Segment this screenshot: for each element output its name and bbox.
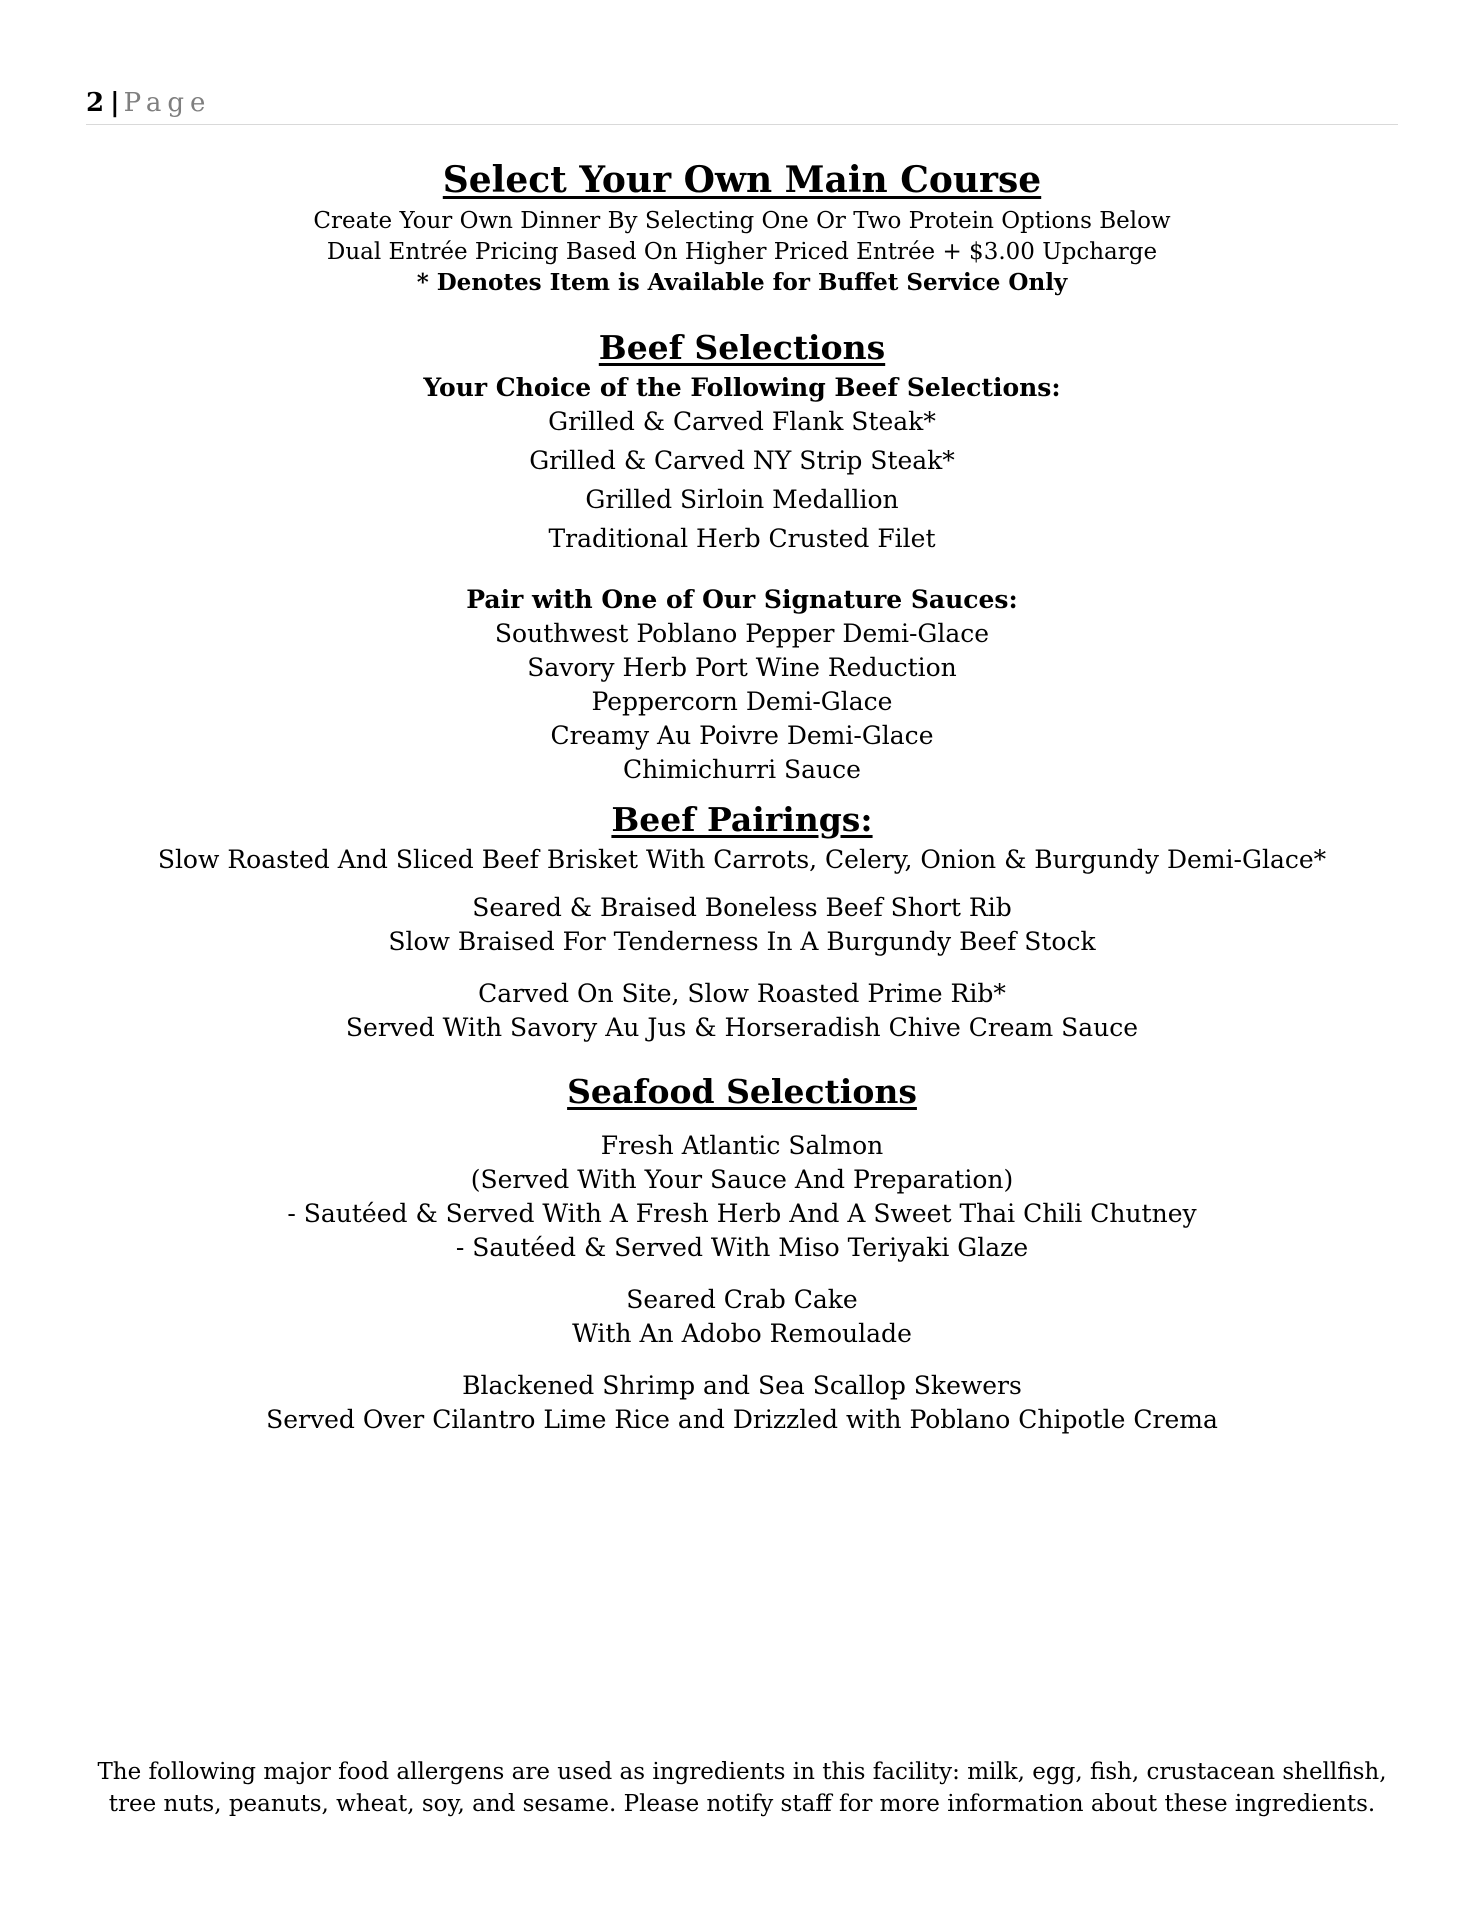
intro-line-1: Create Your Own Dinner By Selecting One Or Two Protein Options Below — [313, 208, 1171, 234]
page-header — [86, 86, 1398, 125]
sauce-item: Savory Herb Port Wine Reduction — [527, 653, 957, 682]
beef-selections-title: Beef Selections — [598, 328, 886, 367]
page-number: 2 — [86, 88, 105, 118]
beef-item: Grilled Sirloin Medallion — [585, 485, 899, 514]
pairing-prime-rib-desc: Served With Savory Au Jus & Horseradish Chive Cream Sauce — [345, 1013, 1139, 1042]
page-separator: | — [110, 88, 120, 118]
seafood-skewers-desc: Served Over Cilantro Lime Rice and Drizzled with Poblano Chipotle Crema — [266, 1405, 1218, 1434]
seafood-salmon-option: - Sautéed & Served With A Fresh Herb And A Sweet Thai Chili Chutney — [287, 1199, 1197, 1228]
allergen-notice: The following major food allergens are used as ingredients in this facility: milk, egg, fish, crustacean shellfish, tree nuts, peanuts, wheat, soy, and sesame. Please notify staff for more information about these ingredients. — [97, 1759, 1387, 1817]
pairing-short-rib-name: Seared & Braised Boneless Beef Short Rib — [472, 893, 1012, 922]
sauce-item: Peppercorn Demi-Glace — [591, 687, 893, 716]
seafood-crab-name: Seared Crab Cake — [626, 1285, 858, 1314]
pairing-short-rib-desc: Slow Braised For Tenderness In A Burgundy Beef Stock — [388, 927, 1096, 956]
intro-line-2: Dual Entrée Pricing Based On Higher Priced Entrée + $3.00 Upcharge — [326, 239, 1158, 265]
sauce-item: Creamy Au Poivre Demi-Glace — [550, 721, 934, 750]
buffet-note: * Denotes Item is Available for Buffet Service Only — [416, 269, 1068, 296]
seafood-crab-desc: With An Adobo Remoulade — [572, 1319, 912, 1348]
seafood-salmon-name: Fresh Atlantic Salmon — [600, 1131, 884, 1160]
beef-pairings-title: Beef Pairings: — [611, 800, 873, 839]
beef-item: Grilled & Carved Flank Steak* — [548, 407, 936, 436]
beef-choice-heading: Your Choice of the Following Beef Selections: — [423, 373, 1061, 402]
page-word: Page — [123, 88, 212, 118]
pairing-prime-rib-name: Carved On Site, Slow Roasted Prime Rib* — [478, 979, 1006, 1008]
seafood-selections-title: Seafood Selections — [567, 1072, 917, 1111]
beef-item: Grilled & Carved NY Strip Steak* — [529, 446, 955, 475]
main-course-title: Select Your Own Main Course — [442, 159, 1042, 201]
pairing-brisket: Slow Roasted And Sliced Beef Brisket With Carrots, Celery, Onion & Burgundy Demi-Glace* — [157, 845, 1327, 874]
beef-item: Traditional Herb Crusted Filet — [548, 524, 936, 553]
sauce-item: Chimichurri Sauce — [623, 755, 861, 784]
sauce-item: Southwest Poblano Pepper Demi-Glace — [494, 619, 990, 648]
seafood-salmon-note: (Served With Your Sauce And Preparation) — [470, 1165, 1014, 1194]
seafood-skewers-name: Blackened Shrimp and Sea Scallop Skewers — [462, 1371, 1022, 1400]
sauce-heading: Pair with One of Our Signature Sauces: — [466, 585, 1018, 614]
seafood-salmon-option: - Sautéed & Served With Miso Teriyaki Glaze — [455, 1233, 1029, 1262]
